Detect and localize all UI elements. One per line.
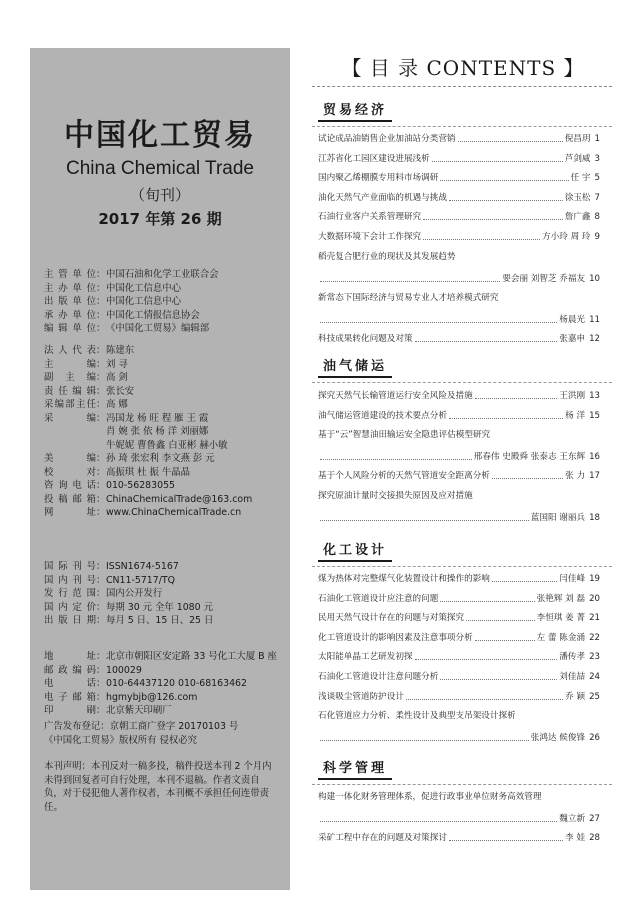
info-value: 冯国龙 杨 旺 程 雁 王 霞 <box>106 412 209 424</box>
info-label: 承办单位 <box>44 309 96 321</box>
page-number: 12 <box>589 334 600 344</box>
article-author: 王洪刚 <box>559 391 586 401</box>
article-author: 徐玉松 <box>564 192 591 203</box>
article-author: 张 力 <box>565 471 586 482</box>
article-author: 左 蕾 陈金涌 <box>536 632 586 643</box>
info-label: 编辑单位 <box>44 323 96 334</box>
info-value: CN11-5717/TQ <box>106 574 175 586</box>
page-number: 25 <box>589 691 600 702</box>
info-label: 电话 <box>44 678 96 689</box>
info-value: 刘 寻 <box>106 358 128 370</box>
page-number: 26 <box>589 733 600 744</box>
info-row: 邮政编码 ： 100029 <box>44 664 142 676</box>
license-line: 广告发布登记：京朝工商广登字 20170103 号 <box>44 721 239 732</box>
article-title: 民用天然气设计存在的问题与对策探究 <box>318 613 465 624</box>
info-value: 中国石油和化学工业联合会 <box>106 269 219 280</box>
article-author: 要会丽 刘智芝 乔福友 <box>502 273 586 284</box>
info-value: 肖 婉 张 依 杨 洋 刘丽娜 <box>106 426 209 437</box>
article-author: 张艳辉 刘 磊 <box>536 593 586 604</box>
info-label: 印刷 <box>44 705 96 716</box>
toc-entry[interactable] <box>318 232 600 243</box>
toc-entry[interactable] <box>318 692 600 703</box>
info-label: 责任编辑 <box>44 385 96 397</box>
toc-entry[interactable] <box>318 212 600 223</box>
article-title: 石油化工管道设计注意问题分析 <box>318 672 439 682</box>
info-label: 国内定价 <box>44 601 96 613</box>
page-number: 16 <box>589 452 600 463</box>
masthead-panel <box>30 48 290 890</box>
article-author: 蓝国阳 谢丽兵 <box>530 513 586 523</box>
magazine-title: 中国化工贸易 <box>64 118 256 153</box>
toc-entry[interactable] <box>318 833 600 844</box>
article-title: 化工管道设计的影响因素及注意事项分析 <box>318 632 473 643</box>
toc-entry[interactable] <box>318 173 600 184</box>
info-label: 主办单位 <box>44 282 96 294</box>
toc-entry[interactable] <box>318 574 600 585</box>
info-value: 每月 5 日、15 日、25 日 <box>106 615 214 626</box>
page-number: 20 <box>589 593 600 604</box>
info-row: 法人代表 ： 陈建东 <box>44 345 135 356</box>
contact-info <box>44 650 277 718</box>
article-author: 张嘉申 <box>559 334 586 344</box>
article-title: 大数据环境下会计工作探究 <box>318 232 422 242</box>
section-heading: 化工设计 <box>318 538 392 562</box>
article-title: 探究天然气长输管道运行安全风险及措施 <box>318 391 473 401</box>
info-label: 主编 <box>44 358 96 370</box>
info-value: 国内公开发行 <box>106 588 163 599</box>
page-number: 24 <box>589 672 600 682</box>
toc-entry[interactable] <box>318 252 600 285</box>
info-label: 邮政编码 <box>44 664 96 676</box>
info-label: 国际刊号 <box>44 561 96 572</box>
article-author: 任 宇 <box>570 173 591 184</box>
article-title: 石油化工管道设计应注意的问题 <box>318 593 439 604</box>
info-row: 发行范围 ： 国内公开发行 <box>44 588 163 599</box>
article-author: 潘传孝 <box>559 652 586 663</box>
article-title: 石油行业客户关系管理研究 <box>318 212 422 223</box>
article-author: 杨 洋 <box>565 410 586 421</box>
info-label: 国内刊号 <box>44 574 96 586</box>
page-number: 19 <box>589 574 600 584</box>
publication-info <box>44 560 213 628</box>
info-row: 采编部主任 ： 高 娜 <box>44 399 128 410</box>
info-row: 咨询电话 ： 010-56283055 <box>44 480 175 491</box>
disclaimer-notice: 本刊声明：本刊反对一稿多投，稿件投送本刊 2 个月内未得到回复者可自行处理，本刊不退稿。作者文责自负，对于侵犯他人著作权者，本刊概不承担任何连带责任。 <box>44 761 272 813</box>
article-title: 采矿工程中存在的问题及对策探讨 <box>318 833 447 844</box>
info-value: 每期 30 元 全年 1080 元 <box>106 601 213 613</box>
section-heading: 贸易经济 <box>318 98 392 122</box>
info-row: 美编 ： 孙 琦 张宏利 李文燕 彭 元 <box>44 453 215 464</box>
section-heading: 油气储运 <box>318 354 392 378</box>
article-title: 稻壳复合肥行业的现状及其发展趋势 <box>318 251 456 262</box>
page-number: 10 <box>589 273 600 284</box>
info-value: www.ChinaChemicalTrade.cn <box>106 507 242 518</box>
info-row: 承办单位 ： 中国化工情报信息协会 <box>44 309 200 321</box>
page-number: 15 <box>589 410 600 421</box>
info-value: 100029 <box>106 664 142 676</box>
article-title: 探究原油计量时交接损失原因及应对措施 <box>318 491 473 501</box>
info-row: 印刷 ： 北京紫天印刷厂 <box>44 705 172 716</box>
page-number: 27 <box>589 814 600 824</box>
article-author: 詹广鑫 <box>564 212 591 223</box>
article-title: 太阳能单晶工艺研发初探 <box>318 652 413 663</box>
info-row <box>44 425 252 439</box>
info-row: 主办单位 ： 中国化工信息中心 <box>44 282 182 294</box>
info-label: 副主编 <box>44 372 96 383</box>
magazine-frequency: （旬刊） <box>129 186 190 204</box>
toc-entry[interactable] <box>318 613 600 624</box>
article-title: 新常态下国际经济与贸易专业人才培养模式研究 <box>318 292 499 303</box>
toc-entry[interactable] <box>318 411 600 422</box>
info-row: 出版单位 ： 中国化工信息中心 <box>44 296 182 307</box>
article-title: 江苏省化工园区建设进展浅析 <box>318 153 430 164</box>
info-row: 国内定价 ： 每期 30 元 全年 1080 元 <box>44 601 213 613</box>
article-title: 石化管道应力分析、柔性设计及典型支吊架设计探析 <box>318 711 516 722</box>
info-value: 孙 琦 张宏利 李文燕 彭 元 <box>106 453 215 464</box>
info-row: 国内刊号 ： CN11-5717/TQ <box>44 574 175 586</box>
page-number: 8 <box>594 212 600 223</box>
article-author: 李恒琪 姜 菁 <box>536 613 586 624</box>
magazine-title-en: China Chemical Trade <box>66 158 254 179</box>
info-label: 美编 <box>44 453 96 464</box>
info-row: 主编 ： 刘 寻 <box>44 358 128 370</box>
page-number: 1 <box>594 134 600 144</box>
article-author: 方小玲 周 玲 <box>542 232 591 242</box>
info-label: 出版日期 <box>44 615 96 626</box>
article-author: 闫佳峰 <box>559 574 586 584</box>
info-label: 采编部主任 <box>44 399 96 410</box>
info-value: 《中国化工贸易》编辑部 <box>106 323 210 334</box>
article-title: 构建一体化财务管理体系，促进行政事业单位财务高效管理 <box>318 792 542 802</box>
info-label <box>44 425 96 439</box>
page-number: 18 <box>589 513 600 523</box>
publisher-info <box>44 268 219 336</box>
article-title: 试论成品油销售企业加油站分类营销 <box>318 134 456 144</box>
info-label: 地址 <box>44 651 96 662</box>
page-number: 11 <box>589 314 600 325</box>
info-label <box>44 439 96 453</box>
contents-divider <box>312 86 612 87</box>
info-value: 中国化工信息中心 <box>106 296 182 307</box>
toc-entry[interactable] <box>318 334 600 345</box>
toc-entry[interactable] <box>318 391 600 402</box>
info-label: 发行范围 <box>44 588 96 599</box>
article-title: 国内聚乙烯棚膜专用料市场调研 <box>318 173 439 184</box>
info-label: 出版单位 <box>44 296 96 307</box>
info-value: ISSN1674-5167 <box>106 561 179 572</box>
section-divider <box>312 382 612 383</box>
info-row: 网址 ： www.ChinaChemicalTrade.cn <box>44 507 242 518</box>
info-value: 陈建东 <box>106 345 135 356</box>
article-author: 乔 颖 <box>565 691 586 702</box>
article-title: 基于“云”智慧油田输运安全隐患评估模型研究 <box>318 430 491 441</box>
article-title: 科技成果转化问题及对策 <box>318 334 413 344</box>
article-title: 基于个人风险分析的天然气管道安全距离分析 <box>318 471 490 482</box>
toc-entry[interactable] <box>318 293 600 326</box>
info-value: 高振琪 杜 振 牛晶晶 <box>106 466 190 478</box>
info-row: 电子邮箱 ： hgmybjb@126.com <box>44 691 198 703</box>
toc-entry[interactable] <box>318 672 600 683</box>
issue-number: 2017 年第 26 期 <box>98 210 222 228</box>
article-author: 芦剑威 <box>564 153 591 164</box>
article-title: 浅谈吸尘管道防护设计 <box>318 691 404 702</box>
page-number: 7 <box>594 192 600 203</box>
info-label: 投稿邮箱 <box>44 493 96 505</box>
section-heading: 科学管理 <box>318 756 392 780</box>
toc-entry[interactable] <box>318 633 600 644</box>
info-row: 国际刊号 ： ISSN1674-5167 <box>44 561 179 572</box>
info-row: 电话 ： 010-64437120 010-68163462 <box>44 678 247 689</box>
article-title: 油化天然气产业面临的机遇与挑战 <box>318 192 447 203</box>
page-number: 21 <box>589 613 600 624</box>
article-author: 李 娃 <box>565 833 586 844</box>
info-value: 北京市朝阳区安定路 33 号化工大厦 B 座 <box>106 651 277 662</box>
info-value: 高 剑 <box>106 372 128 383</box>
info-value: 高 娜 <box>106 399 128 410</box>
info-label: 网址 <box>44 507 96 518</box>
info-value: 中国化工情报信息协会 <box>106 309 200 321</box>
section-divider <box>312 126 612 127</box>
section-divider <box>312 784 612 785</box>
toc-entry[interactable] <box>318 652 600 663</box>
info-row: 校对 ： 高振琪 杜 振 牛晶晶 <box>44 466 190 478</box>
info-row: 编辑单位 ： 《中国化工贸易》编辑部 <box>44 323 210 334</box>
info-value: 010-56283055 <box>106 480 175 491</box>
toc-entry[interactable] <box>318 711 600 744</box>
contents-heading: 【 目 录 CONTENTS 】 <box>341 56 585 80</box>
info-row <box>44 439 252 453</box>
article-author: 邢春伟 史殿舜 张泰志 王东辉 <box>473 452 586 463</box>
page-number: 3 <box>594 153 600 164</box>
info-label: 主管单位 <box>44 269 96 280</box>
toc-entry[interactable] <box>318 154 600 165</box>
article-author: 倪昌玥 <box>564 134 591 144</box>
toc-entry[interactable] <box>318 491 600 524</box>
article-author: 魏立新 <box>559 814 586 824</box>
info-row: 责任编辑 ： 张长安 <box>44 385 135 397</box>
toc-entry[interactable] <box>318 134 600 145</box>
toc-entry[interactable] <box>318 792 600 825</box>
info-label: 法人代表 <box>44 345 96 356</box>
page-number: 22 <box>589 632 600 643</box>
info-value: 北京紫天印刷厂 <box>106 705 172 716</box>
info-label: 电子邮箱 <box>44 691 96 703</box>
article-title: 煤为热体对完整煤气化装置设计和操作的影响 <box>318 574 490 584</box>
info-row: 采编 ： 冯国龙 杨 旺 程 雁 王 霞 <box>44 412 209 424</box>
toc-entry[interactable] <box>318 193 600 204</box>
article-author: 刘佳喆 <box>559 672 586 682</box>
page-number: 23 <box>589 652 600 663</box>
page-number: 17 <box>589 471 600 482</box>
info-label: 采编 <box>44 412 96 424</box>
info-row: 主管单位 ： 中国石油和化学工业联合会 <box>44 269 219 280</box>
info-value: 牛妮妮 曹鲁鑫 白亚彬 赫小敏 <box>106 439 228 451</box>
toc-entry[interactable] <box>318 471 600 482</box>
info-label: 校对 <box>44 466 96 478</box>
staff-info <box>44 344 252 520</box>
info-value: 张长安 <box>106 385 135 397</box>
info-row: 出版日期 ： 每月 5 日、15 日、25 日 <box>44 615 214 626</box>
info-row: 投稿邮箱 ： ChinaChemicalTrade@163.com <box>44 493 253 505</box>
info-value: 中国化工信息中心 <box>106 282 182 294</box>
article-author: 张鸿达 候俊锋 <box>530 733 586 744</box>
toc-entry[interactable] <box>318 594 600 605</box>
info-row: 副主编 ： 高 剑 <box>44 372 128 383</box>
article-title: 油气储运管道建设的技术要点分析 <box>318 410 447 421</box>
section-divider <box>312 566 612 567</box>
page-number: 13 <box>589 391 600 401</box>
copyright-line: 《中国化工贸易》版权所有 侵权必究 <box>44 735 197 746</box>
info-value: 010-64437120 010-68163462 <box>106 678 247 689</box>
info-row: 地址 ： 北京市朝阳区安定路 33 号化工大厦 B 座 <box>44 651 277 662</box>
toc-entry[interactable] <box>318 430 600 463</box>
article-author: 杨晨光 <box>559 314 586 325</box>
info-value: ChinaChemicalTrade@163.com <box>106 493 253 505</box>
info-label: 咨询电话 <box>44 480 96 491</box>
page-number: 28 <box>589 833 600 844</box>
page-number: 5 <box>594 173 600 184</box>
info-value: hgmybjb@126.com <box>106 691 198 703</box>
page-number: 9 <box>594 232 600 242</box>
